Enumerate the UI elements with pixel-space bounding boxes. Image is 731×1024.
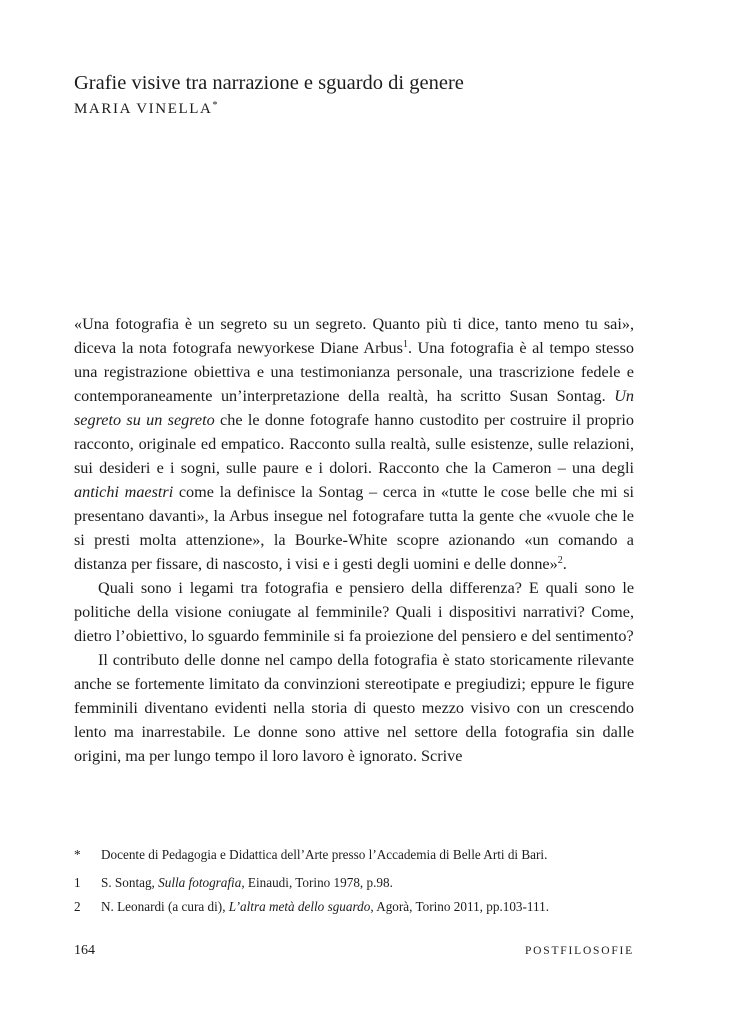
p1-italic-2: antichi maestri (74, 483, 174, 501)
footnote-2 (74, 895, 634, 919)
p1-text-c: che le donne fotografe hanno custodito per costruire il proprio racconto, originale ed empatico. Racconto sulla realtà, sulle esistenze, sulle relazioni, sui desideri e i sogni, sulle paure e i dolori. Racconto che la Cameron – una degli (74, 411, 635, 477)
footnote-mark: 2 (74, 899, 81, 914)
p1-text-b: . Una fotografia è al tempo stesso una registrazione obiettiva e una testimonianza personale, una trascrizione fedele e contemporaneamente un’interpretazione della realtà, ha scritto Susan Sontag. (74, 339, 634, 405)
footnote-italic: L’altra metà dello sguardo (228, 899, 371, 914)
footnotes (74, 843, 634, 919)
footnote-star (74, 843, 634, 867)
footnote-ref-1: 1 (402, 339, 408, 350)
article-title: Grafie visive tra narrazione e sguardo di genere (74, 72, 464, 94)
footnote-1 (74, 871, 634, 895)
paragraph-2: Quali sono i legami tra fotografia e pensiero della differenza? E quali sono le politiche della visione coniugate al femminile? Quali i dispositivi narrativi? Come, dietro l’obiettivo, lo sguardo femminile si fa proiezione del pensiero e del sentimento? (74, 579, 634, 645)
author-name-text: MARIA VINELLA (74, 101, 213, 117)
footnote-text: N. Leonardi (a cura di), (101, 899, 229, 914)
running-title: POSTFILOSOFIE (524, 945, 634, 957)
author-footnote-mark: * (212, 100, 218, 111)
page-number: 164 (74, 943, 95, 958)
author-name (74, 95, 217, 120)
footnote-text: , Einaudi, Torino 1978, p.98. (241, 875, 393, 890)
paragraph-3: Il contributo delle donne nel campo della fotografia è stato storicamente rilevante anche se fortemente limitato da convinzioni stereotipate e pregiudizi; eppure le figure femminili diventano evidenti nella storia di questo mezzo visivo con un crescendo lento ma inarrestabile. Le donne sono attive nel settore della fotografia sin dalle origini, ma per lungo tempo il loro lavoro è ignorato. Scrive (74, 651, 634, 765)
footnote-italic: Sulla fotografia (158, 875, 242, 890)
article-body (74, 312, 634, 768)
footnote-mark: 1 (74, 875, 81, 890)
p1-text-d: come la definisce la Sontag – cerca in «tutte le cose belle che mi si presentano davanti», la Arbus insegue nel fotografare tutta la gente che «vuole che le si presti molta attenzione», la Bourke-White scopre azionando «un comando a distanza per fissare, di nascosto, i visi e i gesti degli uomini e delle donne» (74, 483, 634, 573)
footnote-ref-2: 2 (557, 555, 563, 566)
footnote-text: S. Sontag, (101, 875, 159, 890)
paragraph-1 (74, 312, 634, 576)
p1-italic-1: Un segreto su un segreto (74, 387, 634, 429)
p1-text-a: «Una fotografia è un segreto su un segreto. Quanto più ti dice, tanto meno tu sai», diceva la nota fotografa newyorkese Diane Arbus (74, 315, 634, 357)
footnote-mark: * (74, 847, 81, 862)
footnote-text: Docente di Pedagogia e Didattica dell’Arte presso l’Accademia di Belle Arti di Bari. (101, 847, 548, 862)
p1-text-e: . (562, 555, 567, 573)
footnote-text: , Agorà, Torino 2011, pp.103-111. (370, 899, 550, 914)
